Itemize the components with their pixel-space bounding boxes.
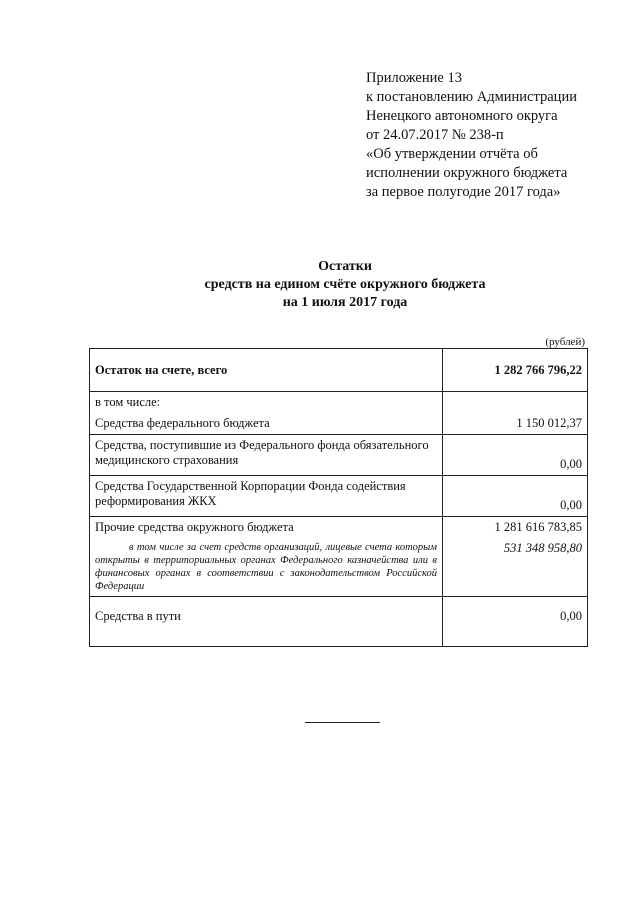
table-row — [90, 476, 588, 517]
unit-label: (рублей) — [545, 336, 585, 348]
row-label: Средства, поступившие из Федерального фонда обязательного медицинского страхования — [90, 435, 443, 476]
title-line-1: Остатки — [318, 259, 372, 274]
total-value: 1 282 766 796,22 — [443, 349, 588, 392]
title-line-2: средств на едином счёте окружного бюджета — [204, 277, 486, 292]
row-value: 0,00 — [443, 476, 588, 517]
row-label: Средства Государственной Корпорации Фонда содействия реформирования ЖКХ — [90, 476, 443, 517]
appendix-line: к постановлению Администрации — [366, 89, 577, 105]
table-row — [90, 392, 588, 435]
appendix-line: «Об утверждении отчёта об — [366, 146, 538, 162]
document-title — [0, 258, 640, 312]
appendix-header — [366, 69, 626, 202]
title-line-3: на 1 июля 2017 года — [282, 295, 408, 310]
appendix-line: исполнении окружного бюджета — [366, 165, 568, 181]
row-label: Прочие средства окружного бюджета — [90, 517, 443, 539]
balance-table — [89, 348, 588, 647]
row-value: 1 281 616 783,85 — [443, 517, 588, 539]
appendix-line: Приложение 13 — [366, 70, 462, 86]
footer-divider — [305, 722, 380, 723]
table-row — [90, 435, 588, 476]
federal-label: Средства федерального бюджета — [95, 416, 270, 430]
note-label: в том числе за счет средств организаций, лицевые счета которым открыты в территориальных органах Федерального казначейства или в финансовых органах в соответствии с законодательством Российской Федерации — [90, 538, 443, 597]
total-row — [90, 349, 588, 392]
appendix-line: от 24.07.2017 № 238-п — [366, 127, 504, 143]
row-label — [90, 392, 443, 435]
row-label: Средства в пути — [90, 597, 443, 647]
row-value: 0,00 — [443, 435, 588, 476]
table-row — [90, 597, 588, 647]
appendix-line: Ненецкого автономного округа — [366, 108, 558, 124]
federal-value: 1 150 012,37 — [443, 392, 588, 435]
total-label: Остаток на счете, всего — [90, 349, 443, 392]
appendix-line: за первое полугодие 2017 года» — [366, 184, 561, 200]
note-value: 531 348 958,80 — [443, 538, 588, 597]
including-label: в том числе: — [95, 395, 161, 409]
table-row — [90, 538, 588, 597]
table-row — [90, 517, 588, 539]
row-value: 0,00 — [443, 597, 588, 647]
